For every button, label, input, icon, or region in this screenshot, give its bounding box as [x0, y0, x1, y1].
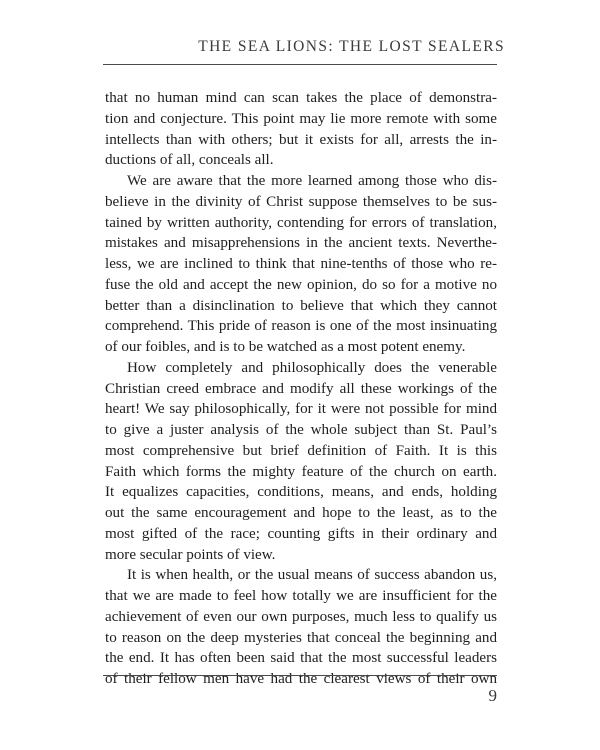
page-number: 9: [488, 686, 497, 705]
text-line: mistakes and misapprehensions in the ancient texts. Neverthe-: [105, 235, 497, 252]
text-line: out the same encouragement and hope to the least, as to the: [105, 505, 497, 521]
text-line: to reason on the deep mysteries that conceal the beginning and: [105, 629, 497, 646]
text-line: Christian creed embrace and modify all these workings of the: [105, 380, 497, 397]
text-line: comprehend. This pride of reason is one of the most insinuating: [105, 318, 497, 335]
running-head: THE SEA LIONS: THE LOST SEALERS: [198, 38, 505, 55]
text-line: tained by written authority, contending for errors of translation,: [105, 214, 497, 231]
footer-rule: [103, 675, 497, 676]
text-line: achievement of even our own purposes, much less to qualify us: [105, 608, 497, 625]
text-line: more secular points of view.: [105, 546, 276, 563]
text-line: heart! We say philosophically, for it were not possible for mind: [105, 401, 497, 418]
text-line: tion and conjecture. This point may lie more remote with some: [105, 110, 497, 127]
text-line: most gifted of the race; counting gifts in their ordinary and: [105, 525, 497, 542]
text-line: It equalizes capacities, conditions, means, and ends, holding: [105, 484, 497, 501]
text-line: that no human mind can scan takes the place of demonstra-: [105, 90, 497, 106]
text-line: How completely and philosophically does the venerable: [127, 359, 497, 376]
body-text: [105, 88, 497, 690]
text-line: of their fellow men have had the clearest views of their own: [105, 671, 497, 687]
text-line: the end. It has often been said that the most successful leaders: [105, 650, 497, 667]
text-line: Faith which forms the mighty feature of the church on earth.: [105, 463, 497, 480]
text-line: of our foibles, and is to be watched as a most potent enemy.: [105, 339, 466, 355]
text-line: less, we are inclined to think that nine-tenths of those who re-: [105, 256, 497, 272]
text-line: ductions of all, conceals all.: [105, 152, 274, 169]
text-line: better than a disinclination to believe that which they cannot: [105, 297, 497, 314]
text-line: fuse the old and accept the new opinion, do so for a motive no: [105, 276, 497, 293]
text-line: We are aware that the more learned among those who dis-: [127, 173, 497, 189]
text-line: that we are made to feel how totally we are insufficient for the: [105, 588, 497, 604]
text-line: It is when health, or the usual means of success abandon us,: [127, 567, 497, 584]
text-line: believe in the divinity of Christ suppose themselves to be sus-: [105, 193, 497, 210]
header-rule: [103, 64, 497, 65]
text-line: to give a juster analysis of the whole subject than St. Paul’s: [105, 422, 497, 438]
text-line: intellects than with others; but it exists for all, arrests the in-: [105, 131, 497, 148]
text-line: most comprehensive but brief definition of Faith. It is this: [105, 442, 497, 459]
